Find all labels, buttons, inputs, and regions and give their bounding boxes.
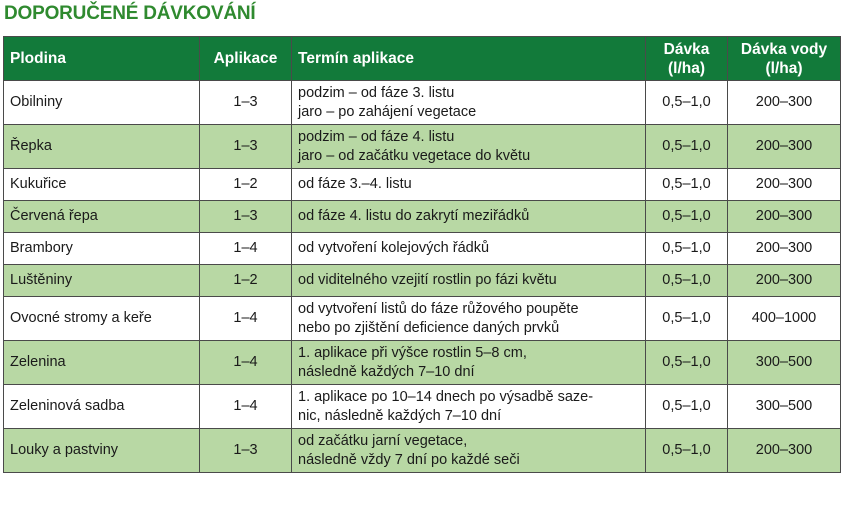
dose-cell: 0,5–1,0 [646,233,728,265]
dose-cell: 0,5–1,0 [646,265,728,297]
timing-line1: podzim – od fáze 3. listu [298,84,455,101]
water-cell: 200–300 [728,265,841,297]
timing-line2: nebo po zjištění deficience daných prvků [298,319,560,336]
dose-cell: 0,5–1,0 [646,81,728,125]
timing-line1: podzim – od fáze 4. listu [298,128,455,145]
crop-cell: Louky a pastviny [4,429,200,473]
timing-line2: následně každých 7–10 dní [298,363,475,380]
water-cell: 400–1000 [728,297,841,341]
timing-cell [292,429,646,473]
header-timing: Termín aplikace [292,37,646,81]
dose-cell: 0,5–1,0 [646,297,728,341]
header-crop: Plodina [4,37,200,81]
water-cell: 200–300 [728,233,841,265]
timing-line2: nic, následně každých 7–10 dní [298,407,502,424]
timing-line2: následně vždy 7 dní po každé seči [298,451,520,468]
applications-cell: 1–4 [200,233,292,265]
applications-cell: 1–4 [200,341,292,385]
table-row [4,385,841,429]
dose-cell: 0,5–1,0 [646,429,728,473]
page-title: DOPORUČENÉ DÁVKOVÁNÍ [4,3,256,24]
water-cell: 200–300 [728,429,841,473]
timing-cell: od fáze 4. listu do zakrytí meziřádků [292,201,646,233]
crop-cell: Ovocné stromy a keře [4,297,200,341]
crop-cell: Kukuřice [4,169,200,201]
water-cell: 300–500 [728,341,841,385]
header-dose-line1: Dávka [663,40,710,58]
dosage-table [3,36,841,473]
timing-line1: 1. aplikace po 10–14 dnech po výsadbě saze- [298,388,594,405]
header-dose [646,37,728,81]
crop-cell: Obilniny [4,81,200,125]
timing-cell: od viditelného vzejití rostlin po fázi květu [292,265,646,297]
crop-cell: Luštěniny [4,265,200,297]
timing-line1: 1. aplikace při výšce rostlin 5–8 cm, [298,344,527,361]
timing-cell [292,125,646,169]
table-header-row [4,37,841,81]
crop-cell: Řepka [4,125,200,169]
crop-cell: Zelenina [4,341,200,385]
timing-cell [292,297,646,341]
applications-cell: 1–2 [200,169,292,201]
applications-cell: 1–3 [200,429,292,473]
header-water-line1: Dávka vody [740,40,828,58]
timing-line1: od začátku jarní vegetace, [298,432,468,449]
table-row [4,125,841,169]
dose-cell: 0,5–1,0 [646,125,728,169]
header-applications: Aplikace [200,37,292,81]
crop-cell: Brambory [4,233,200,265]
table-row [4,81,841,125]
timing-line1: od vytvoření listů do fáze růžového poupěte [298,300,579,317]
timing-cell: od vytvoření kolejových řádků [292,233,646,265]
applications-cell: 1–4 [200,385,292,429]
dose-cell: 0,5–1,0 [646,385,728,429]
dose-cell: 0,5–1,0 [646,201,728,233]
water-cell: 200–300 [728,81,841,125]
water-cell: 200–300 [728,125,841,169]
table-row [4,341,841,385]
header-dose-line2: (l/ha) [667,59,706,77]
timing-cell [292,81,646,125]
crop-cell: Zeleninová sadba [4,385,200,429]
water-cell: 200–300 [728,169,841,201]
table-row [4,297,841,341]
header-water [728,37,841,81]
timing-cell: od fáze 3.–4. listu [292,169,646,201]
table-row [4,265,841,297]
applications-cell: 1–2 [200,265,292,297]
applications-cell: 1–3 [200,201,292,233]
crop-cell: Červená řepa [4,201,200,233]
timing-cell [292,385,646,429]
water-cell: 200–300 [728,201,841,233]
dose-cell: 0,5–1,0 [646,169,728,201]
table-row [4,429,841,473]
table-row [4,233,841,265]
timing-line2: jaro – od začátku vegetace do květu [298,147,531,164]
header-water-line2: (l/ha) [765,59,803,77]
applications-cell: 1–4 [200,297,292,341]
water-cell: 300–500 [728,385,841,429]
table-row [4,169,841,201]
applications-cell: 1–3 [200,81,292,125]
applications-cell: 1–3 [200,125,292,169]
dose-cell: 0,5–1,0 [646,341,728,385]
timing-line2: jaro – po zahájení vegetace [298,103,477,120]
table-row [4,201,841,233]
timing-cell [292,341,646,385]
